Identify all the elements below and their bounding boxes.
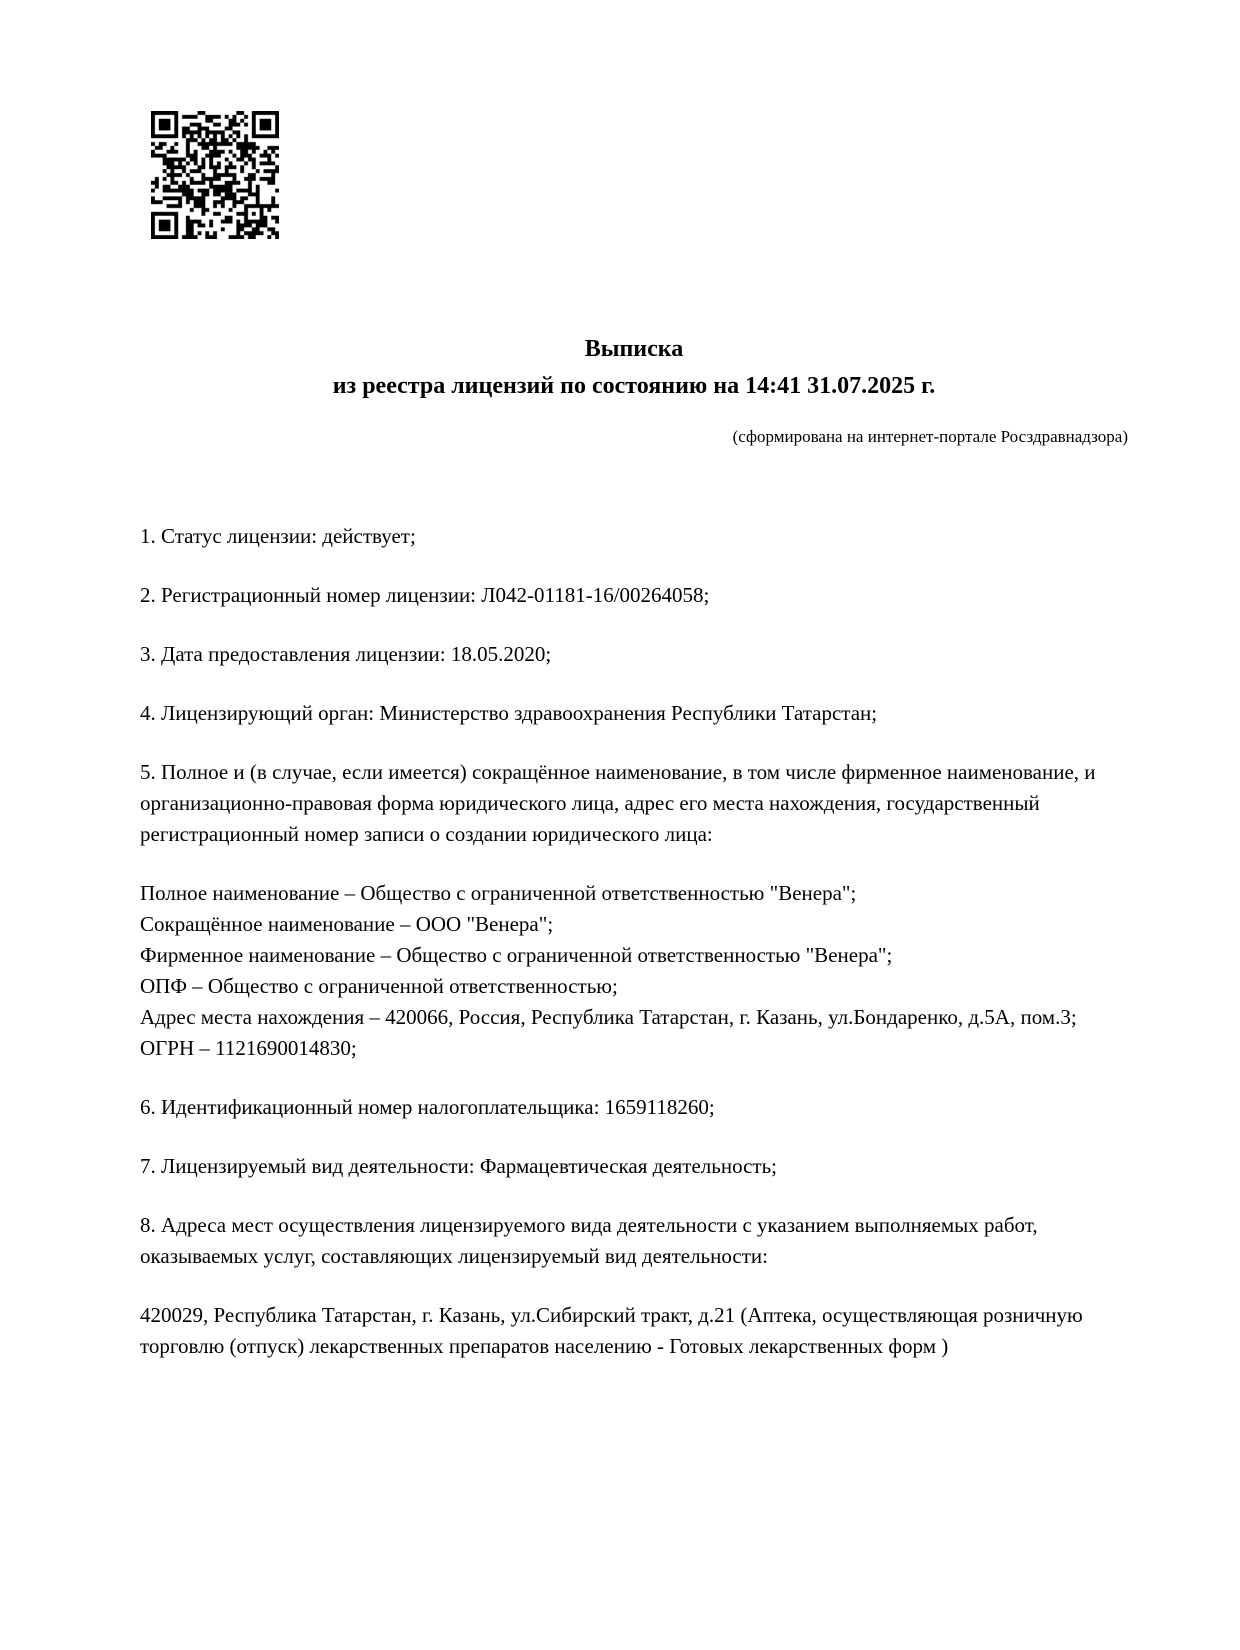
item-text: 1. Статус лицензии: действует; [140, 524, 416, 548]
item-text: 5. Полное и (в случае, если имеется) сокращённое наименование, в том числе фирменное наименование, и организационно-правовая форма юридического лица, адрес его места нахождения, государственный регистрационный номер записи о создании юридического лица: [140, 760, 1096, 846]
item-text: 7. Лицензируемый вид деятельности: Фармацевтическая деятельность; [140, 1154, 778, 1178]
ogrn-number: ОГРН – 1121690014830; [140, 1036, 357, 1060]
item-legal-entity-intro [140, 757, 1128, 850]
item-registration-number [140, 580, 1128, 611]
legal-address: Адрес места нахождения – 420066, Россия, Республика Татарстан, г. Казань, ул.Бондаренко, д.5А, пом.3; [140, 1005, 1077, 1029]
full-name: Полное наименование – Общество с ограниченной ответственностью "Венера"; [140, 881, 857, 905]
item-grant-date [140, 639, 1128, 670]
item-activity-addresses-intro [140, 1210, 1128, 1272]
item-text: 2. Регистрационный номер лицензии: Л042-01181-16/00264058; [140, 583, 710, 607]
legal-entity-details [140, 878, 1128, 1064]
qr-code-image [151, 111, 279, 239]
item-text: 8. Адреса мест осуществления лицензируемого вида деятельности с указанием выполняемых работ, оказываемых услуг, составляющих лицензируемый вид деятельности: [140, 1213, 1038, 1268]
short-name: Сокращённое наименование – ООО "Венера"; [140, 912, 554, 936]
item-licensing-authority [140, 698, 1128, 729]
title-line-2: из реестра лицензий по состоянию на 14:41 31.07.2025 г. [332, 373, 936, 399]
item-taxpayer-number [140, 1092, 1128, 1123]
document-content [0, 331, 1240, 1362]
document-body [140, 521, 1128, 1362]
document-title [140, 331, 1128, 405]
title-line-1: Выписка [584, 336, 684, 362]
item-text: 420029, Республика Татарстан, г. Казань, ул.Сибирский тракт, д.21 (Аптека, осуществляющая розничную торговлю (отпуск) лекарственных препаратов населению - Готовых лекарственных форм ) [140, 1303, 1083, 1358]
document-subtitle: (сформирована на интернет-портале Росздравнадзора) [732, 427, 1128, 446]
brand-name: Фирменное наименование – Общество с ограниченной ответственностью "Венера"; [140, 943, 893, 967]
legal-form: ОПФ – Общество с ограниченной ответственностью; [140, 974, 618, 998]
item-text: 6. Идентификационный номер налогоплательщика: 1659118260; [140, 1095, 715, 1119]
item-license-status [140, 521, 1128, 552]
item-text: 4. Лицензирующий орган: Министерство здравоохранения Республики Татарстан; [140, 701, 878, 725]
item-licensed-activity [140, 1151, 1128, 1182]
qr-code [151, 111, 279, 239]
activity-address-entry [140, 1300, 1128, 1362]
item-text: 3. Дата предоставления лицензии: 18.05.2020; [140, 642, 552, 666]
